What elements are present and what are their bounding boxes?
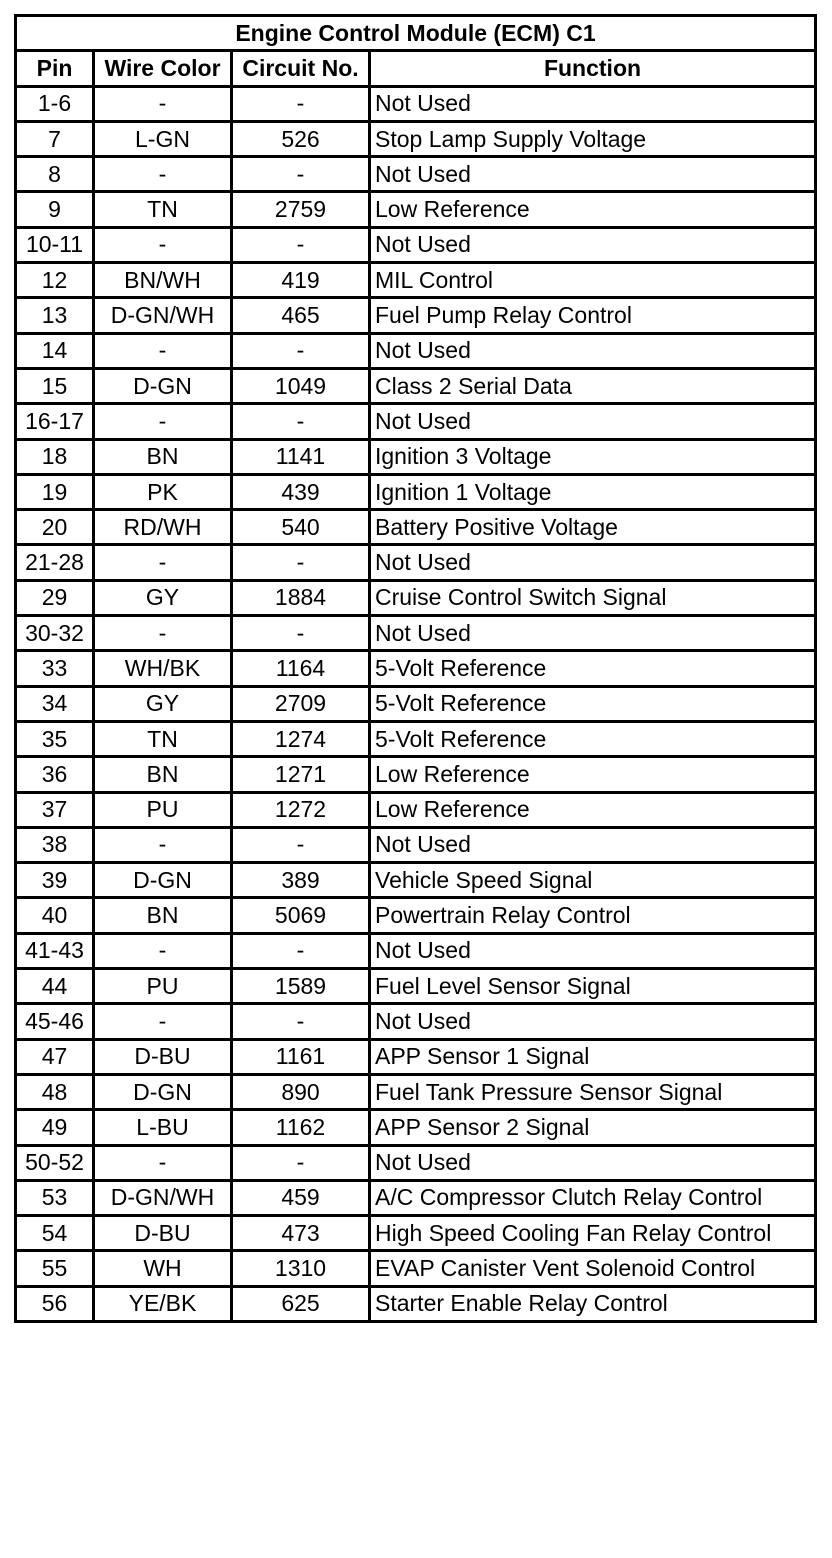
wire-color-cell: GY: [94, 686, 232, 721]
table-row: [16, 1180, 816, 1215]
wire-color-cell: WH: [94, 1251, 232, 1286]
circuit-no-cell: 1141: [232, 439, 370, 474]
function-cell: Battery Positive Voltage: [370, 510, 816, 545]
function-cell: Not Used: [370, 933, 816, 968]
pin-cell: 33: [16, 651, 94, 686]
table-row: [16, 333, 816, 368]
table-row: [16, 933, 816, 968]
pin-cell: 37: [16, 792, 94, 827]
pin-cell: 18: [16, 439, 94, 474]
circuit-no-cell: 459: [232, 1180, 370, 1215]
function-cell: Not Used: [370, 404, 816, 439]
function-cell: Cruise Control Switch Signal: [370, 580, 816, 615]
pin-cell: 29: [16, 580, 94, 615]
table-row: [16, 192, 816, 227]
table-header-row: [16, 51, 816, 86]
circuit-no-cell: 1161: [232, 1039, 370, 1074]
wire-color-cell: PK: [94, 474, 232, 509]
function-cell: Not Used: [370, 1145, 816, 1180]
wire-color-cell: BN: [94, 757, 232, 792]
table-row: [16, 510, 816, 545]
header-pin: Pin: [16, 51, 94, 86]
pin-cell: 38: [16, 827, 94, 862]
circuit-no-cell: 540: [232, 510, 370, 545]
circuit-no-cell: 1589: [232, 969, 370, 1004]
circuit-no-cell: 473: [232, 1216, 370, 1251]
table-row: [16, 404, 816, 439]
table-row: [16, 721, 816, 756]
pin-cell: 16-17: [16, 404, 94, 439]
pin-cell: 14: [16, 333, 94, 368]
wire-color-cell: D-GN/WH: [94, 1180, 232, 1215]
function-cell: Powertrain Relay Control: [370, 898, 816, 933]
header-function: Function: [370, 51, 816, 86]
circuit-no-cell: 419: [232, 263, 370, 298]
pin-cell: 20: [16, 510, 94, 545]
wire-color-cell: BN: [94, 898, 232, 933]
wire-color-cell: PU: [94, 969, 232, 1004]
pin-cell: 30-32: [16, 616, 94, 651]
function-cell: Stop Lamp Supply Voltage: [370, 121, 816, 156]
table-title-row: [16, 16, 816, 51]
wire-color-cell: WH/BK: [94, 651, 232, 686]
pin-cell: 10-11: [16, 227, 94, 262]
wire-color-cell: D-GN: [94, 1074, 232, 1109]
wire-color-cell: -: [94, 545, 232, 580]
wire-color-cell: -: [94, 933, 232, 968]
function-cell: 5-Volt Reference: [370, 651, 816, 686]
pin-cell: 47: [16, 1039, 94, 1074]
circuit-no-cell: 439: [232, 474, 370, 509]
wire-color-cell: D-GN: [94, 863, 232, 898]
circuit-no-cell: 1884: [232, 580, 370, 615]
wire-color-cell: YE/BK: [94, 1286, 232, 1321]
table-row: [16, 227, 816, 262]
pin-cell: 56: [16, 1286, 94, 1321]
table-row: [16, 686, 816, 721]
circuit-no-cell: -: [232, 616, 370, 651]
table-row: [16, 757, 816, 792]
pin-cell: 7: [16, 121, 94, 156]
table-row: [16, 1039, 816, 1074]
table-row: [16, 263, 816, 298]
pin-cell: 12: [16, 263, 94, 298]
function-cell: Not Used: [370, 1004, 816, 1039]
table-title: Engine Control Module (ECM) C1: [16, 16, 816, 51]
table-row: [16, 651, 816, 686]
wire-color-cell: -: [94, 1004, 232, 1039]
pin-cell: 39: [16, 863, 94, 898]
wire-color-cell: D-GN: [94, 368, 232, 403]
wire-color-cell: PU: [94, 792, 232, 827]
table-row: [16, 969, 816, 1004]
circuit-no-cell: -: [232, 1004, 370, 1039]
circuit-no-cell: -: [232, 545, 370, 580]
table-row: [16, 1110, 816, 1145]
table-row: [16, 545, 816, 580]
function-cell: Vehicle Speed Signal: [370, 863, 816, 898]
wire-color-cell: -: [94, 333, 232, 368]
wire-color-cell: D-BU: [94, 1039, 232, 1074]
circuit-no-cell: 1272: [232, 792, 370, 827]
table-row: [16, 86, 816, 121]
circuit-no-cell: 2759: [232, 192, 370, 227]
wire-color-cell: -: [94, 616, 232, 651]
wire-color-cell: -: [94, 227, 232, 262]
header-circuit-no: Circuit No.: [232, 51, 370, 86]
pin-cell: 15: [16, 368, 94, 403]
pin-cell: 19: [16, 474, 94, 509]
function-cell: Fuel Tank Pressure Sensor Signal: [370, 1074, 816, 1109]
function-cell: Not Used: [370, 227, 816, 262]
pin-cell: 41-43: [16, 933, 94, 968]
pin-cell: 53: [16, 1180, 94, 1215]
function-cell: 5-Volt Reference: [370, 686, 816, 721]
pin-cell: 35: [16, 721, 94, 756]
wire-color-cell: -: [94, 827, 232, 862]
pin-cell: 48: [16, 1074, 94, 1109]
wire-color-cell: BN/WH: [94, 263, 232, 298]
function-cell: APP Sensor 2 Signal: [370, 1110, 816, 1145]
function-cell: Starter Enable Relay Control: [370, 1286, 816, 1321]
wire-color-cell: L-BU: [94, 1110, 232, 1145]
function-cell: Not Used: [370, 333, 816, 368]
wire-color-cell: -: [94, 157, 232, 192]
circuit-no-cell: 389: [232, 863, 370, 898]
circuit-no-cell: 1162: [232, 1110, 370, 1145]
pin-cell: 54: [16, 1216, 94, 1251]
pin-cell: 13: [16, 298, 94, 333]
table-row: [16, 1216, 816, 1251]
table-row: [16, 121, 816, 156]
circuit-no-cell: -: [232, 333, 370, 368]
table-row: [16, 157, 816, 192]
circuit-no-cell: -: [232, 86, 370, 121]
pin-cell: 40: [16, 898, 94, 933]
table-row: [16, 1251, 816, 1286]
function-cell: Ignition 1 Voltage: [370, 474, 816, 509]
table-row: [16, 474, 816, 509]
function-cell: High Speed Cooling Fan Relay Control: [370, 1216, 816, 1251]
table-row: [16, 616, 816, 651]
function-cell: Not Used: [370, 545, 816, 580]
function-cell: Not Used: [370, 86, 816, 121]
function-cell: Low Reference: [370, 757, 816, 792]
function-cell: Class 2 Serial Data: [370, 368, 816, 403]
wire-color-cell: -: [94, 404, 232, 439]
function-cell: Low Reference: [370, 192, 816, 227]
table-row: [16, 368, 816, 403]
table-row: [16, 792, 816, 827]
circuit-no-cell: 1049: [232, 368, 370, 403]
table-row: [16, 1074, 816, 1109]
circuit-no-cell: 526: [232, 121, 370, 156]
wire-color-cell: TN: [94, 192, 232, 227]
circuit-no-cell: 625: [232, 1286, 370, 1321]
circuit-no-cell: 465: [232, 298, 370, 333]
table-row: [16, 1145, 816, 1180]
circuit-no-cell: 2709: [232, 686, 370, 721]
function-cell: APP Sensor 1 Signal: [370, 1039, 816, 1074]
circuit-no-cell: 890: [232, 1074, 370, 1109]
circuit-no-cell: 1271: [232, 757, 370, 792]
circuit-no-cell: -: [232, 1145, 370, 1180]
wire-color-cell: BN: [94, 439, 232, 474]
circuit-no-cell: 1164: [232, 651, 370, 686]
function-cell: MIL Control: [370, 263, 816, 298]
function-cell: A/C Compressor Clutch Relay Control: [370, 1180, 816, 1215]
table-row: [16, 1286, 816, 1321]
header-wire-color: Wire Color: [94, 51, 232, 86]
function-cell: Ignition 3 Voltage: [370, 439, 816, 474]
table-row: [16, 580, 816, 615]
circuit-no-cell: 1310: [232, 1251, 370, 1286]
wire-color-cell: -: [94, 1145, 232, 1180]
wire-color-cell: D-GN/WH: [94, 298, 232, 333]
function-cell: Low Reference: [370, 792, 816, 827]
wire-color-cell: RD/WH: [94, 510, 232, 545]
circuit-no-cell: -: [232, 157, 370, 192]
function-cell: Not Used: [370, 827, 816, 862]
function-cell: Fuel Pump Relay Control: [370, 298, 816, 333]
connector-table-container: [14, 14, 814, 1323]
wire-color-cell: L-GN: [94, 121, 232, 156]
pin-cell: 21-28: [16, 545, 94, 580]
function-cell: Not Used: [370, 616, 816, 651]
table-row: [16, 863, 816, 898]
table-row: [16, 439, 816, 474]
wire-color-cell: GY: [94, 580, 232, 615]
pin-cell: 36: [16, 757, 94, 792]
pin-cell: 8: [16, 157, 94, 192]
wire-color-cell: D-BU: [94, 1216, 232, 1251]
function-cell: 5-Volt Reference: [370, 721, 816, 756]
circuit-no-cell: 5069: [232, 898, 370, 933]
table-row: [16, 827, 816, 862]
connector-pinout-table: [14, 14, 817, 1323]
circuit-no-cell: -: [232, 227, 370, 262]
table-row: [16, 298, 816, 333]
wire-color-cell: TN: [94, 721, 232, 756]
function-cell: Fuel Level Sensor Signal: [370, 969, 816, 1004]
pin-cell: 1-6: [16, 86, 94, 121]
wire-color-cell: -: [94, 86, 232, 121]
table-body: [16, 86, 816, 1321]
table-row: [16, 1004, 816, 1039]
pin-cell: 45-46: [16, 1004, 94, 1039]
pin-cell: 50-52: [16, 1145, 94, 1180]
function-cell: EVAP Canister Vent Solenoid Control: [370, 1251, 816, 1286]
circuit-no-cell: -: [232, 827, 370, 862]
table-row: [16, 898, 816, 933]
pin-cell: 9: [16, 192, 94, 227]
function-cell: Not Used: [370, 157, 816, 192]
pin-cell: 44: [16, 969, 94, 1004]
circuit-no-cell: -: [232, 933, 370, 968]
circuit-no-cell: 1274: [232, 721, 370, 756]
pin-cell: 34: [16, 686, 94, 721]
circuit-no-cell: -: [232, 404, 370, 439]
pin-cell: 55: [16, 1251, 94, 1286]
pin-cell: 49: [16, 1110, 94, 1145]
